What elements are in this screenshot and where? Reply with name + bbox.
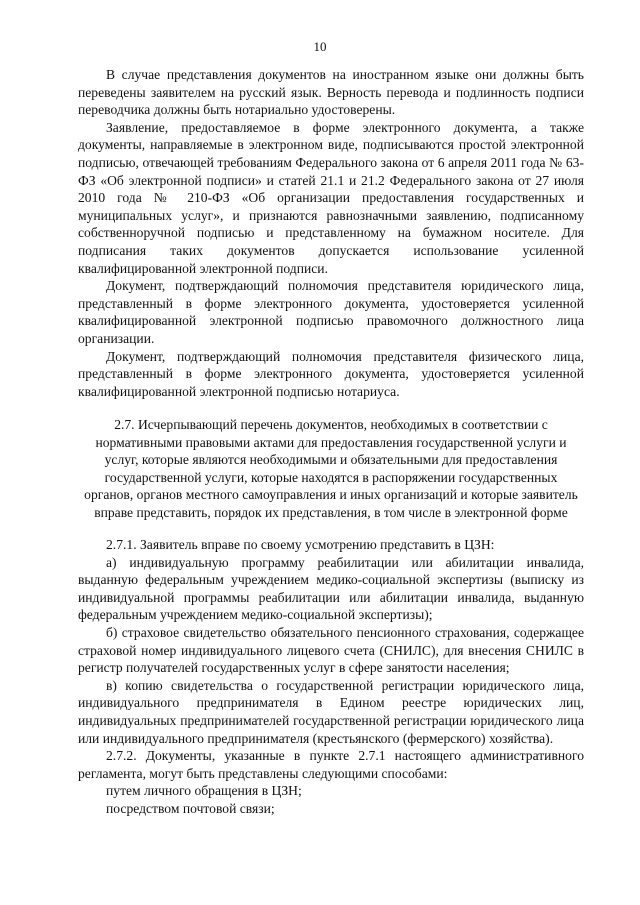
paragraph: 2.7.1. Заявитель вправе по своему усмотрению представить в ЦЗН: (106, 537, 495, 552)
list-item: посредством почтовой связи; (106, 800, 275, 816)
section-heading (78, 416, 584, 522)
heading-line: вправе представить, порядок их представления, в том числе в электронной форме (94, 504, 568, 520)
section-text-bottom (78, 536, 584, 818)
heading-line: органов, органов местного самоуправления и иных организаций и которые заявитель (84, 487, 578, 503)
heading-line: 2.7. Исчерпывающий перечень документов, необходимых в соответствии с (114, 417, 548, 432)
page-number: 10 (313, 39, 327, 54)
list-item: путем личного обращения в ЦЗН; (106, 783, 302, 799)
list-item: б) страховое свидетельство обязательного пенсионного страхования, содержащее страховой номер индивидуального лицевого счета (СНИЛС), для внесения СНИЛС в регистр получателей государственных услуг в сфере занятости населения; (78, 624, 584, 676)
list-item: а) индивидуальную программу реабилитации или абилитации инвалида, выданную федеральным учреждением медико-социальной экспертизы (выписку из индивидуальной программы реабилитации или абилитации инвалида, выданную федеральным учреждением медико-социальной экспертизы); (78, 554, 584, 623)
section-text-top (78, 66, 584, 400)
list-item: в) копию свидетельства о государственной регистрации юридического лица, индивидуального предпринимателя в Едином реестре юридических лиц, индивидуальных предпринимателей государственной регистрации юридического лица или индивидуального предпринимателя (крестьянского (фермерского) хозяйства). (78, 677, 584, 746)
paragraph: В случае представления документов на иностранном языке они должны быть переведены заявителем на русский язык. Верность перевода и подлинность подписи переводчика должны быть нотариально удостоверены. (78, 67, 584, 118)
heading-line: услуг, которые являются необходимыми и обязательными для предоставления (104, 452, 558, 468)
paragraph: 2.7.2. Документы, указанные в пункте 2.7.1 настоящего административного регламента, могут быть представлены следующими способами: (78, 748, 584, 781)
heading-line: нормативными правовыми актами для предоставления государственной услуги и (95, 434, 567, 450)
paragraph: Заявление, предоставляемое в форме электронного документа, а также документы, направляемые в электронном виде, подписываются простой электронной подписью, отвечающей требованиям Федерального закона от 6 апреля 2011 года № 63-ФЗ «Об электронной подписи» и статей 21.1 и 21.2 Федерального закона от 27 июля 2010 года № 210-ФЗ «Об организации предоставления государственных и муниципальных услуг», и признаются равнозначными заявлению, подписанному собственноручной подписью и представленному на бумажном носителе. Для подписания таких документов допускается использование усиленной квалифицированной электронной подписи. (78, 119, 584, 276)
paragraph: Документ, подтверждающий полномочия представителя физического лица, представленный в форме электронного документа, удостоверяется усиленной квалифицированной электронной подписью нотариуса. (78, 348, 584, 399)
heading-line: государственной услуги, которые находятся в распоряжении государственных (104, 469, 558, 485)
paragraph: Документ, подтверждающий полномочия представителя юридического лица, представленный в форме электронного документа, удостоверяется усиленной квалифицированной электронной подписью правомочного должностного лица организации. (78, 278, 584, 346)
